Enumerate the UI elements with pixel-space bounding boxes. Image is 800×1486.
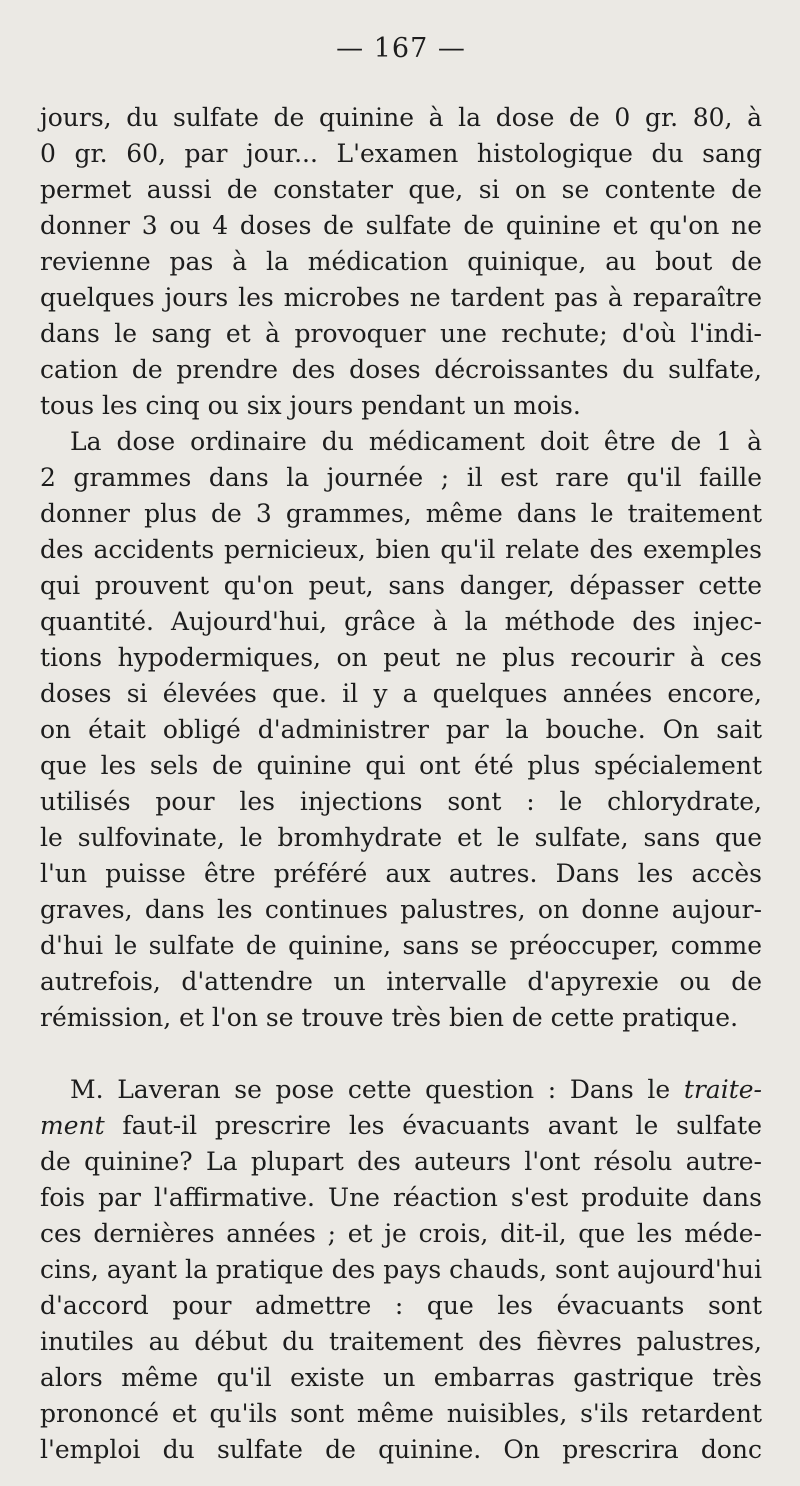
text-line: cation de prendre des doses décroissantes du sulfate, xyxy=(40,355,762,384)
text-line: le sulfovinate, le bromhydrate et le sulfate, sans que xyxy=(40,823,762,852)
text-run: faut-il prescrire les évacuants avant le sulfate xyxy=(104,1111,762,1140)
text-line: dans le sang et à provoquer une rechute; d'où l'indi- xyxy=(40,319,762,348)
text-line: donner 3 ou 4 doses de sulfate de quinine et qu'on ne xyxy=(40,211,762,240)
text-line: alors même qu'il existe un embarras gastrique très xyxy=(40,1363,762,1392)
text-line xyxy=(40,1072,762,1108)
text-line: des accidents pernicieux, bien qu'il relate des exemples xyxy=(40,535,762,564)
text-line: tous les cinq ou six jours pendant un mois. xyxy=(40,391,581,420)
text-line: quelques jours les microbes ne tardent pas à reparaître xyxy=(40,283,762,312)
text-line: prononcé et qu'ils sont même nuisibles, s'ils retardent xyxy=(40,1399,762,1428)
text-line: 0 gr. 60, par jour... L'examen histologique du sang xyxy=(40,139,762,168)
text-line: on était obligé d'administrer par la bouche. On sait xyxy=(40,715,762,744)
text-line: autrefois, d'attendre un intervalle d'apyrexie ou de xyxy=(40,967,762,996)
text-line: revienne pas à la médication quinique, au bout de xyxy=(40,247,762,276)
text-line: l'emploi du sulfate de quinine. On prescrira donc xyxy=(40,1435,762,1464)
text-line: graves, dans les continues palustres, on donne aujour- xyxy=(40,895,762,924)
text-line: tions hypodermiques, on peut ne plus recourir à ces xyxy=(40,643,762,672)
text-line: quantité. Aujourd'hui, grâce à la méthode des injec- xyxy=(40,607,762,636)
text-line: 2 grammes dans la journée ; il est rare qu'il faille xyxy=(40,463,762,492)
text-line: d'hui le sulfate de quinine, sans se préoccuper, comme xyxy=(40,931,762,960)
text-line: donner plus de 3 grammes, même dans le traitement xyxy=(40,499,762,528)
paragraph-3 xyxy=(40,1072,762,1468)
text-line: ces dernières années ; et je crois, dit-il, que les méde- xyxy=(40,1219,762,1248)
text-line: l'un puisse être préféré aux autres. Dans les accès xyxy=(40,859,762,888)
text-line: fois par l'affirmative. Une réaction s'est produite dans xyxy=(40,1183,762,1212)
text-line: utilisés pour les injections sont : le chlorydrate, xyxy=(40,787,762,816)
text-line xyxy=(40,1108,762,1144)
italic-term: ment xyxy=(40,1111,105,1140)
text-line: d'accord pour admettre : que les évacuants sont xyxy=(40,1291,762,1320)
paragraph-spacer xyxy=(40,1036,762,1072)
page-number: — 167 — xyxy=(336,33,466,64)
paragraph-2 xyxy=(40,424,762,1036)
text-line: cins, ayant la pratique des pays chauds, sont aujourd'hui xyxy=(40,1255,762,1284)
text-line: rémission, et l'on se trouve très bien de cette pratique. xyxy=(40,1003,739,1032)
text-run: M. Laveran se pose cette question : Dans le xyxy=(70,1075,684,1104)
text-line: qui prouvent qu'on peut, sans danger, dépasser cette xyxy=(40,571,762,600)
text-line: La dose ordinaire du médicament doit être de 1 à xyxy=(70,427,762,456)
text-line: de quinine? La plupart des auteurs l'ont résolu autre- xyxy=(40,1147,762,1176)
paragraph-1 xyxy=(40,100,762,424)
text-line: jours, du sulfate de quinine à la dose de 0 gr. 80, à xyxy=(40,103,762,132)
italic-term: traite- xyxy=(683,1075,762,1104)
text-line: doses si élevées que. il y a quelques années encore, xyxy=(40,679,762,708)
text-line: permet aussi de constater que, si on se contente de xyxy=(40,175,762,204)
text-line: que les sels de quinine qui ont été plus spécialement xyxy=(40,751,762,780)
text-line: inutiles au début du traitement des fièvres palustres, xyxy=(40,1327,762,1356)
